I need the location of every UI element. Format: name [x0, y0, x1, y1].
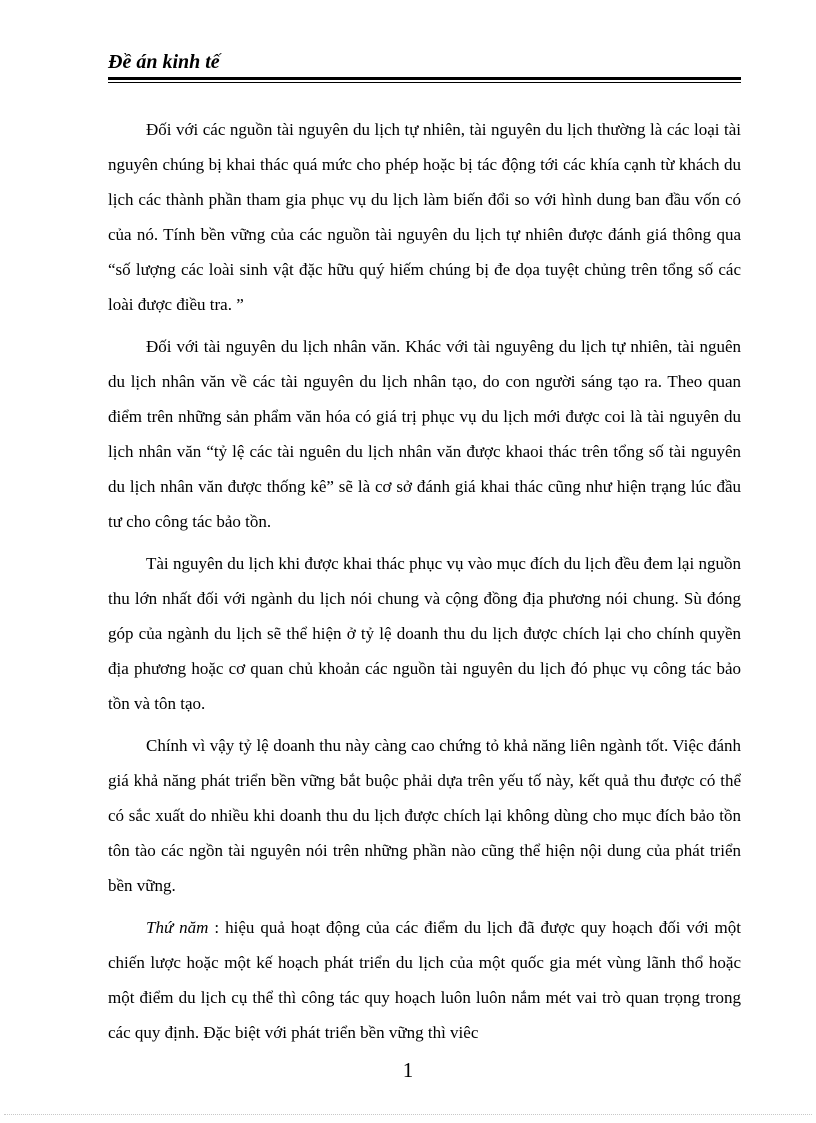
paragraph-3 — [108, 546, 741, 721]
header-rule-thick — [108, 77, 741, 80]
paragraph-2 — [108, 329, 741, 539]
header-title: Đề án kinh tế — [108, 51, 220, 73]
paragraph-5 — [108, 910, 741, 1050]
paragraph-text: Đối với các nguồn tài nguyên du lịch tự nhiên, tài nguyên du lịch thường là các loại tài nguyên chúng bị khai thác quá mức cho phép hoặc bị tác động tới các khía cạnh từ khách du lịch các thành phần tham gia phục vụ du lịch làm biến đổi so với hình dung ban đầu vốn có của nó. Tính bền vững của các nguồn tài nguyên du lịch tự nhiên được đánh giá thông qua “số lượng các loài sinh vật đặc hữu quý hiếm chúng bị đe dọa tuyệt chủng trên tổng số các loài được điều tra. ” — [108, 120, 741, 314]
page-border-dotted — [4, 1114, 812, 1115]
header-rule-thin — [108, 82, 741, 83]
paragraph-text: Tài nguyên du lịch khi được khai thác phục vụ vào mục đích du lịch đều đem lại nguồn thu lớn nhất đối với ngành du lịch nói chung và cộng đồng địa phương nói chung. Sù đóng góp của ngành du lịch sẽ thể hiện ở tỷ lệ doanh thu du lịch được chích lại cho chính quyền địa phương hoặc cơ quan chủ khoản các nguồn tài nguyên du lịch đó phục vụ công tác bảo tồn và tôn tạo. — [108, 554, 741, 713]
body-text — [108, 112, 741, 1057]
paragraph-lead: Thứ năm — [146, 918, 209, 937]
paragraph-text: Chính vì vậy tỷ lệ doanh thu này càng cao chứng tỏ khả năng liên ngành tốt. Việc đánh giá khả năng phát triển bền vững bắt buộc phải dựa trên yếu tố này, kết quả thu được có thể có sắc xuất do nhiều khi doanh thu du lịch được chích lại không dùng cho mục đích bảo tồn tôn tào các ngồn tài nguyên nói trên những phần nào cũng thể hiện nội dung của phát triển bền vững. — [108, 736, 741, 895]
paragraph-4 — [108, 728, 741, 903]
paragraph-text: Đối với tài nguyên du lịch nhân văn. Khác với tài nguyêng du lịch tự nhiên, tài nguên du lịch nhân văn về các tài nguyên du lịch nhân tạo, do con người sáng tạo ra. Theo quan điểm trên những sản phẩm văn hóa có giá trị phục vụ du lịch mới được coi là tài nguyên du lịch nhân văn “tỷ lệ các tài nguên du lịch nhân văn được khaoi thác trên tổng số tài nguyên du lịch nhân văn được thống kê” sẽ là cơ sở đánh giá khai thác cũng như hiện trạng lúc đầu tư cho công tác bảo tồn. — [108, 337, 741, 531]
paragraph-1 — [108, 112, 741, 322]
paragraph-text: : hiệu quả hoạt động của các điểm du lịch đã được quy hoạch đối với một chiến lược hoặc một kế hoạch phát triển du lịch của một quốc gia mét vùng lãnh thổ hoặc một điểm du lịch cụ thể thì công tác quy hoạch luôn luôn nắm mét vai trò quan trọng trong các quy định. Đặc biệt với phát triển bền vững thì viêc — [108, 918, 741, 1042]
page-number: 1 — [402, 1058, 414, 1082]
